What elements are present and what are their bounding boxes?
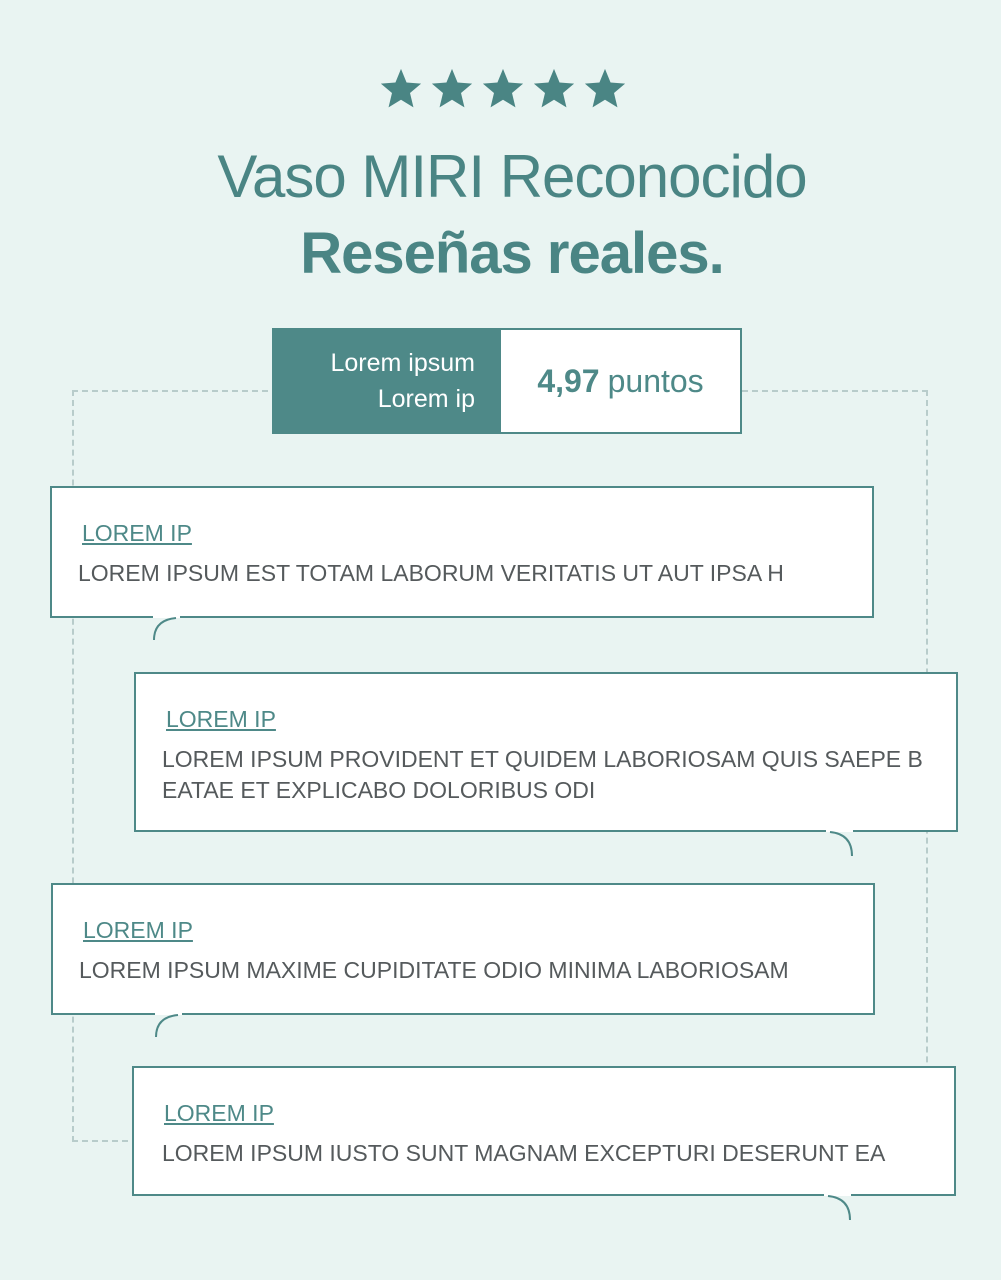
rating-summary	[272, 328, 742, 434]
review-text: EATAE ET EXPLICABO DOLORIBUS ODI	[162, 777, 596, 803]
star-icon	[531, 66, 577, 112]
star-icon	[378, 66, 424, 112]
review-author-link[interactable]: LOREM IP	[82, 520, 192, 546]
rating-label-panel	[274, 330, 501, 432]
review-text: LOREM IPSUM PROVIDENT ET QUIDEM LABORIOSAM QUIS SAEPE B	[162, 746, 923, 772]
rating-score-panel	[501, 330, 740, 432]
star-icon	[429, 66, 475, 112]
rating-unit: puntos	[607, 362, 704, 399]
review-card	[50, 486, 874, 618]
page-title: Vaso MIRI Reconocido	[217, 143, 807, 210]
speech-tail-icon	[150, 614, 180, 644]
review-card	[51, 883, 875, 1015]
rating-label-line1: Lorem ipsum	[330, 349, 475, 377]
star-icon	[582, 66, 628, 112]
rating-label-line2: Lorem ip	[377, 385, 475, 413]
review-text: LOREM IPSUM EST TOTAM LABORUM VERITATIS UT AUT IPSA H	[78, 560, 784, 586]
review-card	[132, 1066, 956, 1196]
review-card	[134, 672, 958, 832]
star-icon	[480, 66, 526, 112]
review-author-link[interactable]: LOREM IP	[164, 1100, 274, 1126]
rating-score: 4,97	[537, 362, 600, 399]
review-author-link[interactable]: LOREM IP	[166, 706, 276, 732]
review-author-link[interactable]: LOREM IP	[83, 917, 193, 943]
review-text: LOREM IPSUM IUSTO SUNT MAGNAM EXCEPTURI DESERUNT EA	[162, 1140, 886, 1166]
page-subtitle: Reseñas reales.	[300, 221, 724, 286]
star-rating	[378, 64, 628, 114]
speech-tail-icon	[824, 1192, 854, 1222]
review-text: LOREM IPSUM MAXIME CUPIDITATE ODIO MINIMA LABORIOSAM	[79, 957, 789, 983]
speech-tail-icon	[826, 828, 856, 858]
speech-tail-icon	[152, 1011, 182, 1041]
